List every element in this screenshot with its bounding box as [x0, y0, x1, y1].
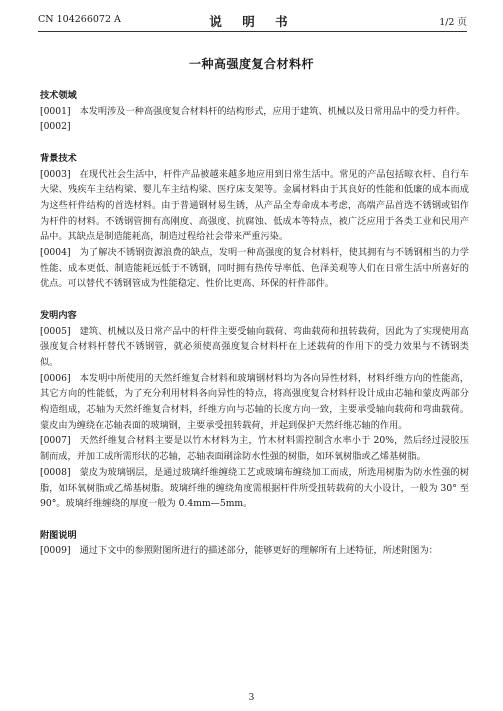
paragraph-text: 本发明中所使用的天然纤维复合材料和玻璃钢材料均为各向异性材料，材料纤维方向的性能高，其它方向的性能低，为了充分利用材料各向异性的特点，将高强度复合材料杆设计成由芯轴和蒙皮两部分构造组成，芯轴为天然纤维复合材料，纤维方向与芯轴的长度方向一致，主要承受轴向载荷和弯曲载荷。蒙皮由为缠绕在芯轴表面的玻璃钢，主要承受扭转载荷，并起到保护天然纤维芯轴的作用。 — [40, 372, 469, 431]
paragraph-0007 — [40, 433, 469, 464]
doc-title: 一种高强度复合材料杆 — [188, 57, 314, 71]
paragraph-number: [0006] — [40, 372, 71, 384]
paragraph-0002 — [40, 119, 469, 135]
paragraph-0006 — [40, 371, 469, 434]
doc-body — [40, 88, 469, 559]
paragraph-number: [0008] — [40, 466, 71, 478]
heading-drawings: 附图说明 — [40, 529, 77, 541]
paragraph-0001 — [40, 104, 469, 120]
paragraph-number: [0005] — [40, 325, 71, 337]
paragraph-text: 为了解决不锈钢资源浪费的缺点，发明一种高强度的复合材料杆，使其拥有与不锈钢相当的力学性能、成本更低、制造能耗远低于不锈钢，同时拥有热传导率低、色泽美观等人们在日常生活中所喜好的优点。可以替代不锈钢管成为性能稳定、性价比更高、环保的杆件部件。 — [40, 247, 469, 290]
paragraph-text: 天然纤维复合材料主要是以竹木材料为主，竹木材料需控制含水率小于 20%，然后经过浸胶压制而成，并加工成所需形状的芯轴，芯轴表面刷涂防水性强的树脂，如环氧树脂或乙烯基树脂。 — [40, 435, 469, 463]
paragraph-number: [0001] — [40, 105, 71, 117]
heading-tech-field: 技术领域 — [40, 90, 77, 101]
paragraph-0004 — [40, 245, 469, 292]
paragraph-text: 本发明涉及一种高强度复合材料杆的结构形式，应用于建筑、机械以及日常用品中的受力杆件。 — [79, 105, 466, 117]
paragraph-0005 — [40, 324, 469, 371]
page-number: 3 — [248, 693, 255, 703]
paragraph-number: [0002] — [40, 121, 71, 133]
heading-invention: 发明内容 — [40, 309, 77, 321]
paragraph-number: [0007] — [40, 435, 71, 447]
paragraph-number: [0004] — [40, 247, 71, 259]
page-header — [38, 12, 467, 32]
paragraph-number: [0009] — [40, 545, 71, 557]
paragraph-0009 — [40, 543, 469, 559]
doc-number: CN 104266072 A — [38, 14, 121, 25]
paragraph-text: 建筑、机械以及日常产品中的杆件主要受轴向载荷、弯曲载荷和扭转载荷，因此为了实现使用高强度复合材料杆替代不锈钢管，就必须使高强度复合材料杆在上述载荷的作用下的受力效果与不锈钢类似。 — [40, 325, 469, 368]
paragraph-text: 蒙皮为玻璃钢层，是通过玻璃纤维缠绕工艺或玻璃布缠绕加工而成，所选用树脂为防水性强的树脂，如环氧树脂或乙烯基树脂。玻璃纤维的缠绕角度需根据杆件所受扭转载荷的大小设计，一般为 30° 至 90°。玻璃纤维缠绕的厚度一般为 0.4mm—5mm。 — [40, 466, 469, 510]
paragraph-number: [0003] — [40, 168, 71, 180]
doc-type: 说 明 书 — [209, 14, 296, 29]
paragraph-0008 — [40, 465, 469, 512]
paragraph-0003 — [40, 167, 469, 246]
heading-background: 背景技术 — [40, 152, 77, 164]
page-info: 1/2 页 — [439, 17, 467, 28]
header-rule — [38, 31, 467, 32]
paragraph-text: 通过下文中的参照附图所进行的描述部分，能够更好的理解所有上述特征，所述附图为： — [79, 545, 438, 557]
paragraph-text: 在现代社会生活中，杆件产品被越来越多地应用到日常生活中。常见的产品包括晾衣杆、自行车大梁、残疾车主结构梁、婴儿车主结构梁、医疗床支架等。金属材料由于其良好的性能和低廉的成本而成为这些杆件结构的首选材料。由于普通钢材易生锈，从产品全寿命成本考虑，高端产品首选不锈钢或铝作为杆件的材料。不锈钢管拥有高刚度、高强度、抗腐蚀、低成本等特点，被广泛应用于各类工业和民用产品中。其缺点是制造能耗高，制造过程给社会带来严重污染。 — [40, 168, 469, 243]
